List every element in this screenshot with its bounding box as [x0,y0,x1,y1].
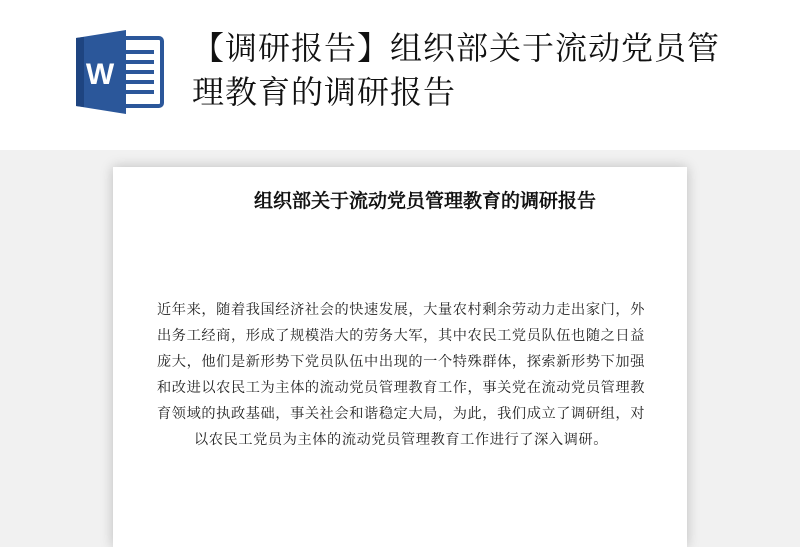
document-page [113,167,687,547]
header-banner [0,0,800,150]
document-body: 近年来，随着我国经济社会的快速发展，大量农村剩余劳动力走出家门，外出务工经商，形成了规模浩大的劳务大军，其中农民工党员队伍也随之日益庞大，他们是新形势下党员队伍中出现的一个特殊群体，探索新形势下加强和改进以农民工为主体的流动党员管理教育工作，事关党在流动党员管理教育领域的执政基础，事关社会和谐稳定大局，为此，我们成立了调研组，对以农民工党员为主体的流动党员管理教育工作进行了深入调研。 [157,302,645,448]
word-icon [76,30,166,114]
page-title: 【调研报告】组织部关于流动党员管理教育的调研报告 [192,29,721,111]
svg-text:W: W [85,58,115,91]
document-title: 组织部关于流动党员管理教育的调研报告 [253,190,596,212]
